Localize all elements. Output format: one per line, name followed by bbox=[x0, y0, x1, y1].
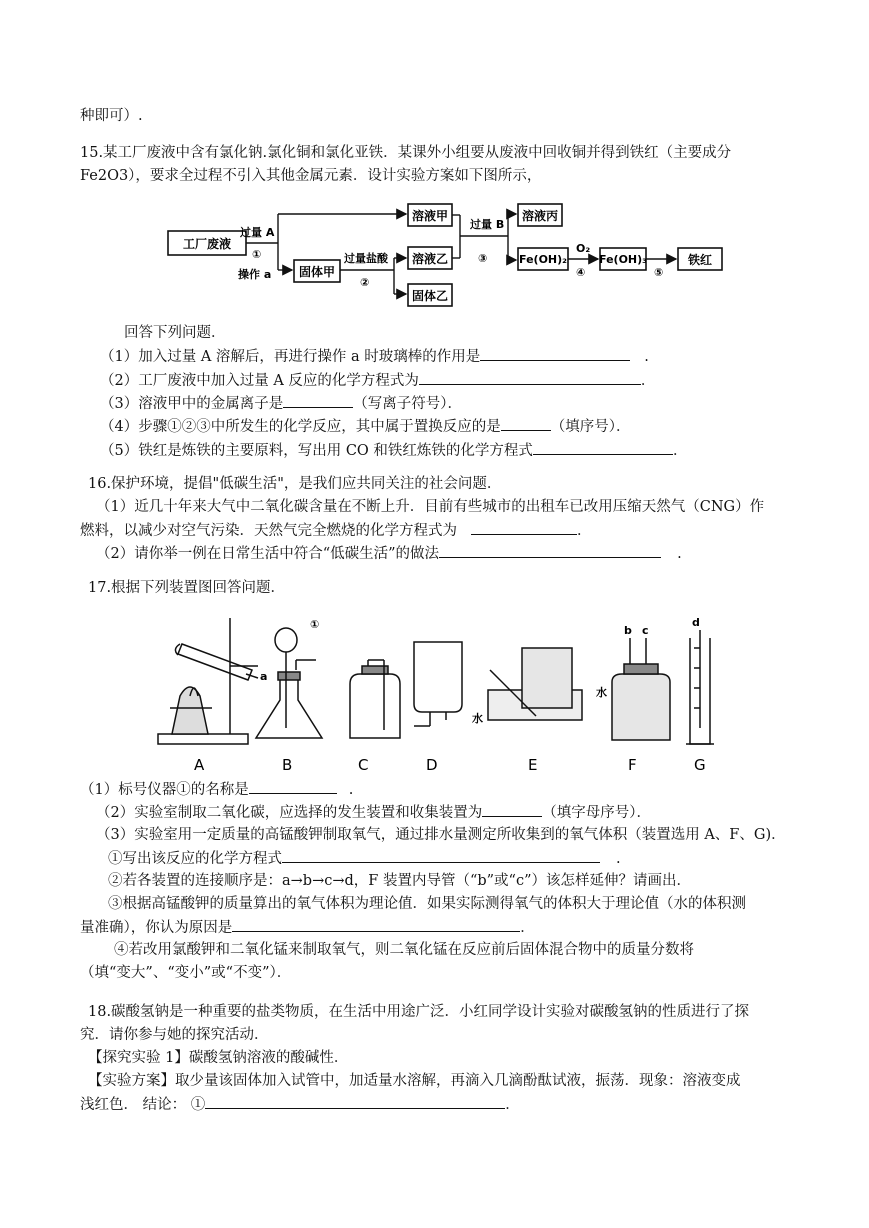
apparatus-label: D bbox=[426, 756, 438, 774]
apparatus-b bbox=[256, 628, 322, 738]
answer-blank[interactable] bbox=[205, 1094, 505, 1109]
apparatus-label: F bbox=[628, 756, 637, 774]
flow-label-step2-top: 过量盐酸 bbox=[344, 252, 388, 265]
water-label-f: 水 bbox=[596, 686, 607, 699]
flow-label-step4-num: ④ bbox=[576, 266, 586, 279]
tag-c: c bbox=[642, 624, 649, 637]
flow-text-feoh3: Fe(OH)₃ bbox=[599, 253, 647, 266]
flow-label-step2-num: ② bbox=[360, 276, 370, 289]
answer-blank[interactable] bbox=[533, 440, 673, 455]
process-flowchart bbox=[160, 198, 750, 310]
answer-blank[interactable] bbox=[480, 346, 630, 361]
question-17-1: （1）标号仪器①的名称是 . bbox=[80, 779, 353, 800]
question-17-2: （2）实验室制取二氧化碳，应选择的发生装置和收集装置为 （填字母序号）． bbox=[96, 802, 651, 823]
text-line: 回答下列问题． bbox=[124, 325, 226, 341]
apparatus-label: C bbox=[358, 756, 369, 774]
question-15-4: （4）步骤①②③中所发生的化学反应，其中属于置换反应的是 （填序号）． bbox=[100, 416, 630, 437]
question-18-stem: 18.碳酸氢钠是一种重要的盐类物质，在生活中用途广泛．小红同学设计实验对碳酸氢钠的性质进行了探 bbox=[88, 1004, 750, 1020]
question-17-3-4-cont: （填“变大”、“变小”或“不变”）． bbox=[80, 965, 292, 981]
apparatus-a bbox=[158, 618, 258, 744]
tag-b: b bbox=[624, 624, 632, 637]
flow-text-solution-a: 溶液甲 bbox=[411, 209, 449, 223]
text-line: 种即可）. bbox=[80, 108, 143, 124]
question-15-5: （5）铁红是炼铁的主要原料，写出用 CO 和铁红炼铁的化学方程式 ． bbox=[100, 440, 687, 461]
answer-blank[interactable] bbox=[439, 543, 661, 558]
apparatus-g bbox=[686, 630, 714, 744]
flow-text-waste: 工厂废液 bbox=[182, 237, 232, 251]
question-17-3-1: ①写出该反应的化学方程式 . bbox=[108, 848, 621, 869]
question-17-3-4: ④若改用氯酸钾和二氧化锰来制取氧气，则二氧化锰在反应前后固体混合物中的质量分数将 bbox=[114, 942, 694, 958]
answer-blank[interactable] bbox=[471, 520, 577, 535]
question-17-3: （3）实验室用一定质量的高锰酸钾制取氧气，通过排水量测定所收集到的氧气体积（装置选用 A、F、G)． bbox=[96, 827, 786, 843]
question-15-2: （2）工厂废液中加入过量 A 反应的化学方程式为 ． bbox=[100, 370, 655, 391]
apparatus-label: B bbox=[282, 756, 293, 774]
flow-label-step4-top: O₂ bbox=[576, 242, 591, 255]
experiment-plan-cont: 浅红色． 结论： ① ． bbox=[80, 1094, 520, 1115]
flow-label-step1-num: ① bbox=[252, 248, 262, 261]
question-16-stem: 16.保护环境，提倡"低碳生活"，是我们应共同关注的社会问题． bbox=[88, 476, 502, 492]
question-17-stem: 17.根据下列装置图回答问题． bbox=[88, 580, 286, 596]
tag-d: d bbox=[692, 616, 700, 629]
question-16-1: （1）近几十年来大气中二氧化碳含量在不断上升．目前有些城市的出租车已改用压缩天然气（CNG）作 bbox=[96, 499, 765, 515]
question-15-stem: 15.某工厂废液中含有氯化钠.氯化铜和氯化亚铁．某课外小组要从废液中回收铜并得到铁红（主要成分 bbox=[80, 145, 732, 161]
flow-text-solid-b: 固体乙 bbox=[411, 289, 449, 303]
experiment-plan: 【实验方案】取少量该固体加入试管中，加适量水溶解，再滴入几滴酚酞试液，振荡．现象：溶液变成 bbox=[88, 1073, 741, 1089]
apparatus-label: A bbox=[194, 756, 205, 774]
apparatus-f bbox=[612, 638, 670, 740]
tag-a: a bbox=[260, 670, 268, 683]
apparatus-label: E bbox=[528, 756, 538, 774]
flow-label-step1-top: 过量 A bbox=[240, 226, 275, 239]
experiment-heading: 【探究实验 1】碳酸氢钠溶液的酸碱性． bbox=[88, 1050, 349, 1066]
flow-label-step5-num: ⑤ bbox=[654, 266, 664, 279]
lab-apparatus-diagram bbox=[150, 608, 740, 780]
answer-blank[interactable] bbox=[482, 802, 542, 817]
flow-label-step3-num: ③ bbox=[478, 252, 488, 265]
answer-blank[interactable] bbox=[232, 917, 520, 932]
water-label-e: 水 bbox=[472, 712, 483, 725]
apparatus-label: G bbox=[694, 756, 706, 774]
answer-blank[interactable] bbox=[282, 848, 600, 863]
apparatus-e bbox=[488, 648, 582, 720]
flow-label-step1-bottom: 操作 a bbox=[238, 268, 272, 281]
question-17-3-3-cont: 量准确），你认为原因是 ． bbox=[80, 917, 535, 938]
flow-text-solution-b: 溶液乙 bbox=[411, 252, 449, 266]
question-18-stem-cont: 究．请你参与她的探究活动． bbox=[80, 1027, 269, 1043]
question-16-2: （2）请你举一例在日常生活中符合“低碳生活”的做法 . bbox=[96, 543, 682, 564]
flow-label-step3-top: 过量 B bbox=[470, 218, 505, 231]
flow-text-iron-red: 铁红 bbox=[687, 253, 713, 267]
question-16-1-cont: 燃料，以减少对空气污染．天然气完全燃烧的化学方程式为 ． bbox=[80, 520, 592, 541]
answer-blank[interactable] bbox=[283, 393, 353, 408]
answer-blank[interactable] bbox=[249, 779, 337, 794]
question-15-1: （1）加入过量 A 溶解后，再进行操作 a 时玻璃棒的作用是 . bbox=[100, 346, 649, 367]
flow-text-solid-a: 固体甲 bbox=[298, 265, 336, 279]
answer-blank[interactable] bbox=[501, 416, 551, 431]
flow-text-feoh2: Fe(OH)₂ bbox=[519, 253, 567, 266]
question-17-3-2: ②若各装置的连接顺序是：a→b→c→d，F 装置内导管（“b”或“c”）该怎样延伸？请画出． bbox=[108, 873, 691, 889]
question-15-stem-cont: Fe2O3），要求全过程不引入其他金属元素．设计实验方案如下图所示， bbox=[80, 168, 542, 184]
flow-text-solution-c: 溶液丙 bbox=[521, 209, 559, 223]
question-15-3: （3）溶液甲中的金属离子是 （写离子符号）． bbox=[100, 393, 462, 414]
question-17-3-3: ③根据高锰酸钾的质量算出的氧气体积为理论值．如果实际测得氧气的体积大于理论值（水的体积测 bbox=[108, 896, 746, 912]
apparatus-c bbox=[350, 660, 400, 738]
answer-blank[interactable] bbox=[419, 370, 641, 385]
tag-1: ① bbox=[310, 618, 320, 631]
apparatus-d bbox=[414, 642, 462, 726]
